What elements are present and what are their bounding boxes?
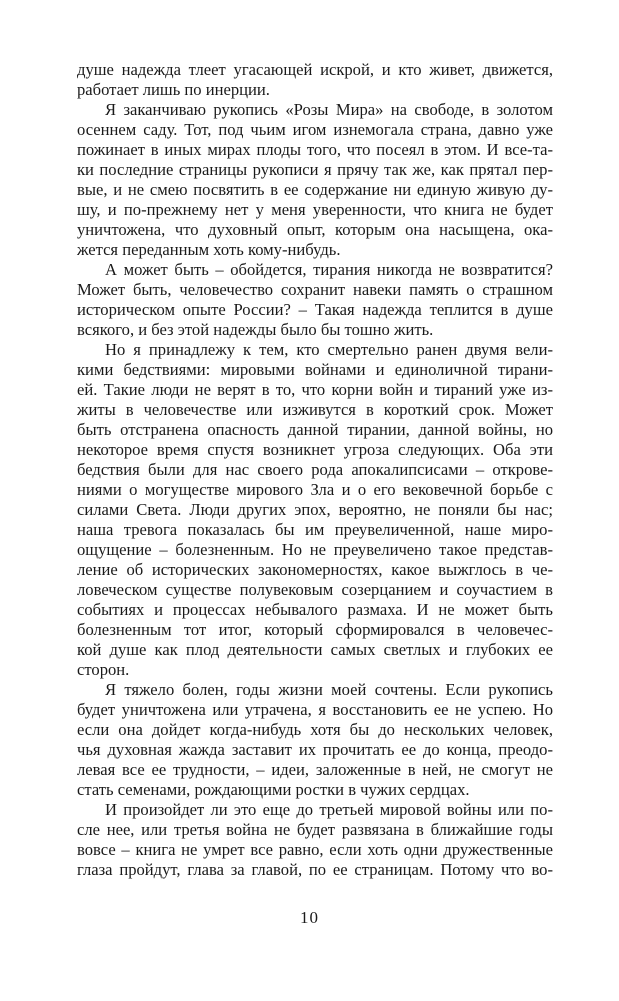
text-line: историческом опыте России? – Такая надежда теплится в душе [77, 300, 553, 319]
text-line: чья духовная жажда заставит их прочитать ее до конца, преодо- [77, 740, 553, 759]
text-line: А может быть – обойдется, тирания никогда не возвратится? [105, 260, 553, 279]
text-line: Может быть, человечество сохранит навеки память о страшном [77, 280, 553, 299]
text-line: быть отстранена опасность данной тирании, данной войны, но [77, 420, 553, 439]
text-line: вые, и не смею посвятить в ее содержание ни единую живую ду- [77, 180, 553, 199]
text-line: уничтожена, что духовный опыт, которым она насыщена, ока- [77, 220, 553, 239]
text-line: левая все ее трудности, – идеи, заложенные в ней, не смогут не [77, 760, 553, 779]
text-line: сторон. [77, 660, 130, 679]
text-line: наша тревога показалась бы им преувеличенной, наше миро- [77, 520, 553, 539]
text-line: ловеческом существе полувековым созерцанием и соучастием в [77, 580, 553, 599]
text-line: будет уничтожена или утрачена, я восстановить ее не успею. Но [77, 700, 553, 719]
text-line: И произойдет ли это еще до третьей мировой войны или по- [105, 800, 553, 819]
text-line: Я заканчиваю рукопись «Розы Мира» на свободе, в золотом [105, 100, 553, 119]
text-line: бедствия были для нас своего рода апокалипсисами – открове- [77, 460, 553, 479]
text-line: если она дойдет когда-нибудь хотя бы до нескольких человек, [77, 720, 553, 739]
text-line: болезненным тот итог, который сформировался в человечес- [77, 620, 553, 639]
text-line: глаза пройдут, глава за главой, по ее страницам. Потому что во- [77, 860, 553, 879]
text-line: жется переданным хоть кому-нибудь. [77, 240, 341, 259]
text-line: всякого, и без этой надежды было бы тошно жить. [77, 320, 434, 339]
text-line: ощущение – болезненным. Но не преувеличено такое представ- [77, 540, 553, 559]
text-line: житы в человечестве или изживутся в короткий срок. Может [77, 400, 553, 419]
text-line: Но я принадлежу к тем, кто смертельно ранен двумя вели- [105, 340, 553, 359]
text-line: кими бедствиями: мировыми войнами и единоличной тирани- [77, 360, 553, 379]
text-line: работает лишь по инерции. [77, 80, 270, 99]
text-line: ей. Такие люди не верят в то, что корни войн и тираний уже из- [77, 380, 553, 399]
text-line: ки последние страницы рукописи я прячу так же, как прятал пер- [77, 160, 553, 179]
text-line: кой душе как плод деятельности самых светлых и глубоких ее [77, 640, 553, 659]
text-line: Я тяжело болен, годы жизни моей сочтены. Если рукопись [105, 680, 553, 699]
text-line: вовсе – книга не умрет все равно, если хоть одни дружественные [77, 840, 553, 859]
text-line: событиях и процессах небывалого размаха. И не может быть [77, 600, 553, 619]
text-line: шу, и по-прежнему нет у меня уверенности, что книга не будет [77, 200, 553, 219]
text-line: душе надежда тлеет угасающей искрой, и кто живет, движется, [77, 60, 553, 79]
page-number: 10 [300, 908, 319, 927]
text-line: силами Света. Люди других эпох, вероятно, не поняли бы нас; [77, 500, 553, 519]
text-line: некоторое время спустя возникнет угроза следующих. Оба эти [77, 440, 553, 459]
text-line: осеннем саду. Тот, под чьим игом изнемогала страна, давно уже [77, 120, 553, 139]
text-line: ниями о могуществе мирового Зла и о его вековечной борьбе с [77, 480, 553, 499]
text-line: пожинает в иных мирах плоды того, что посеял в этом. И все-та- [77, 140, 553, 159]
body-text [77, 60, 553, 880]
text-line: сле нее, или третья война не будет развязана в ближайшие годы [77, 820, 553, 839]
text-line: ление об исторических закономерностях, какое выжглось в че- [77, 560, 553, 579]
text-line: стать семенами, рождающими ростки в чужих сердцах. [77, 780, 470, 799]
